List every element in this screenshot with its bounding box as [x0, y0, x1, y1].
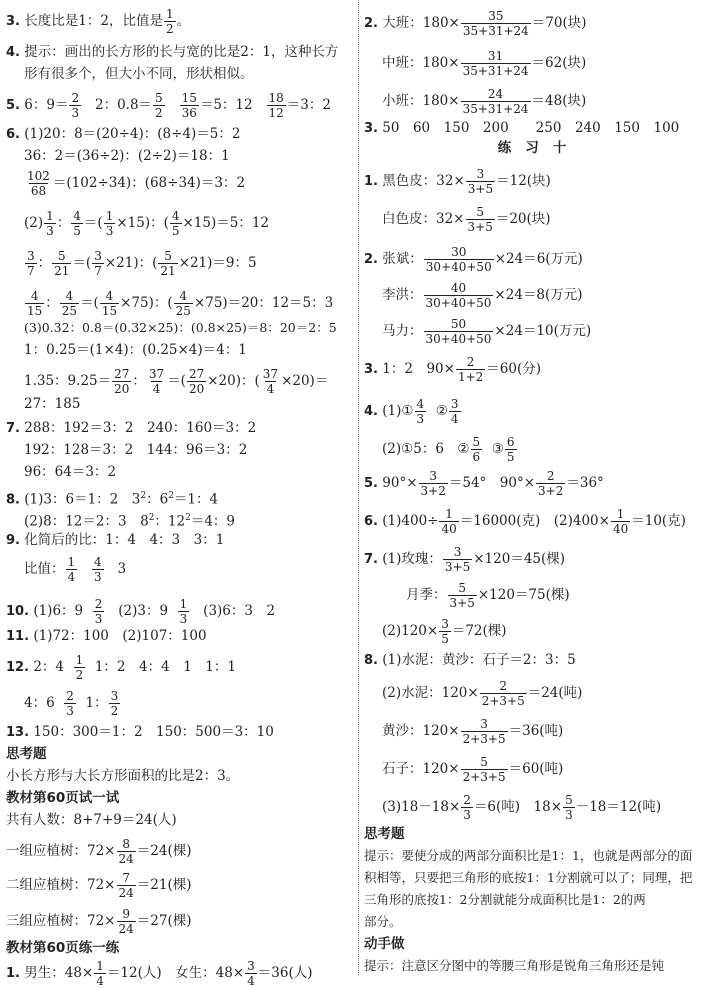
answer-9: 9. 化简后的比：1：4 4：3 3：1 [6, 532, 225, 548]
section-title-practice: 教材第60页练一练 [6, 940, 120, 956]
answer-12: 12. 2：4 $\frac{1}{2}$ 1：2 4：4 1 1：1 [6, 653, 236, 682]
answer-11: 11. (1)72：100 (2)107：100 [6, 628, 207, 644]
exercise-answer-2-li: 李洪： $\frac{40}{30+40+50}$ ×24＝8(万元) [382, 281, 583, 310]
answer-2-small: 小班：180× $\frac{24}{35+31+24}$ ＝48(块) [382, 87, 587, 116]
think-right-line2: 积相等，只要把三角形的底按1：1分割就可以了；同理，把 [364, 870, 693, 885]
section-title-exercise-10: 练习十 [497, 140, 581, 156]
answer-6-line3: $\frac{102}{68}$ ＝(102÷34)：(68÷34)＝3：2 [27, 169, 246, 198]
think-right-line4: 部分。 [364, 914, 402, 929]
exercise-answer-5: 5. 90°× $\frac{3}{3+2}$ ＝54° 90°× $\frac{2}{3+2}$ ＝36° [364, 469, 604, 498]
try-group-2: 二组应植树：72× $\frac{7}{24}$ ＝21(棵) [6, 871, 192, 900]
exercise-answer-7-rose: 月季： $\frac{5}{3+5}$ ×120＝75(棵) [406, 581, 570, 610]
think-right-line1: 提示：要使分成的两部分面积比是1：1，也就是两部分的面 [364, 848, 693, 863]
answer-3: 3. 长度比是1：2，比值是 $\frac{1}{2}$ 。 [6, 7, 191, 36]
think-right-line3: 三角形的底按1：2分割就能分成面积比是1：2的两 [364, 892, 646, 907]
practice-answer-1: 1. 男生：48× $\frac{1}{4}$ ＝12(人) 女生：48× $\frac{3}{4}$ ＝36(人) [6, 959, 313, 988]
right-column [364, 0, 714, 975]
answer-7: 7. 288：192＝3：2 240：160＝3：2 [6, 420, 257, 436]
answer-13: 13. 150：300＝1：2 150：500＝3：10 [6, 724, 274, 740]
column-divider [358, 0, 359, 975]
answer-6-line7: (3)0.32：0.8＝(0.32×25)：(0.8×25)＝8：20＝2：5 [24, 320, 337, 335]
answer-6-line1: 6. (1)20：8＝(20÷4)：(8÷4)＝5：2 [6, 126, 241, 142]
answer-6-line6: $\frac{4}{15}$ ： $\frac{4}{25}$ ＝( $\frac{4}{15}$ ×75)：( $\frac{4}{25}$ ×75)＝20：12＝5：3 [27, 289, 334, 318]
try-total: 共有人数：8+7+9＝24(人) [6, 812, 177, 828]
exercise-answer-8-sand: 黄沙：120× $\frac{3}{2+3+5}$ ＝36(吨) [382, 717, 564, 746]
answer-8-line2: (2)8：12＝2：3 $8^2$：$12^2=4$：9 [24, 513, 236, 530]
think-answer: 小长方形与大长方形面积的比是2：3。 [6, 768, 240, 784]
hands-on-line1: 提示：注意区分图中的等腰三角形是锐角三角形还是钝 [364, 958, 665, 973]
section-title-hands-on: 动手做 [364, 936, 405, 952]
exercise-answer-8-part3: (3)18－18× $\frac{2}{3}$ ＝6(吨) 18× $\frac{5}{3}$ －18＝12(吨) [382, 793, 662, 822]
exercise-answer-2: 2. 张斌： $\frac{30}{30+40+50}$ ×24＝6(万元) [364, 245, 583, 274]
exercise-answer-2-ma: 马力： $\frac{50}{30+40+50}$ ×24＝10(万元) [382, 317, 592, 346]
section-title-try: 教材第60页试一试 [6, 790, 120, 806]
answer-6-line2: 36：2＝(36÷2)：(2÷2)＝18：1 [24, 148, 230, 164]
exercise-answer-8-stone: 石子：120× $\frac{5}{2+3+5}$ ＝60(吨) [382, 755, 564, 784]
exercise-answer-1-white: 白色皮：32× $\frac{5}{3+5}$ ＝20(块) [382, 205, 551, 234]
answer-9-line2: 比值： $\frac{1}{4}$ $\frac{4}{3}$ 3 [24, 555, 127, 584]
exercise-answer-8: 8. (1)水泥：黄沙：石子＝2：3：5 [364, 652, 576, 668]
exercise-answer-8-cement: (2)水泥：120× $\frac{2}{2+3+5}$ ＝24(吨) [382, 679, 583, 708]
answer-6-line10: 27：185 [24, 396, 81, 412]
exercise-answer-4-line2: (2)①5：6 ② $\frac{5}{6}$ ③ $\frac{6}{5}$ [382, 435, 515, 464]
answer-6-line8: 1：0.25＝(1×4)：(0.25×4)＝4：1 [24, 342, 247, 358]
answer-10: 10. (1)6：9 $\frac{2}{3}$ (2)3：9 $\frac{1}{3}$ (3)6：3 2 [6, 597, 276, 626]
exercise-answer-6: 6. (1)400÷ $\frac{1}{40}$ ＝16000(克) (2)400× $\frac{1}{40}$ ＝10(克) [364, 507, 686, 536]
answer-6-line5: $\frac{3}{7}$ ： $\frac{5}{21}$ ＝( $\frac{3}{7}$ ×21)：( $\frac{5}{21}$ ×21)＝9：5 [27, 249, 257, 278]
answer-3-right: 3. 50 60 150 200 250 240 150 100 [364, 120, 680, 136]
answer-4-cont: 形有很多个，但大小不同，形状相似。 [24, 66, 254, 82]
exercise-answer-4: 4. (1)① $\frac{4}{3}$ ② $\frac{3}{4}$ [364, 397, 459, 426]
answer-6-line4: (2) $\frac{1}{3}$ ： $\frac{4}{5}$ ＝( $\frac{1}{3}$ ×15)：( $\frac{4}{5}$ ×15)＝5：12 [24, 209, 270, 238]
answer-8: 8. (1)3：6＝1：2 $3^2$：$6^2=1$：4 [6, 491, 219, 508]
exercise-answer-7-part2: (2)120× $\frac{3}{5}$ ＝72(棵) [382, 617, 507, 646]
try-group-1: 一组应植树：72× $\frac{8}{24}$ ＝24(棵) [6, 837, 192, 866]
answer-2-mid: 中班：180× $\frac{31}{35+31+24}$ ＝62(块) [382, 49, 587, 78]
answer-12-line2: 4：6 $\frac{2}{3}$ 1： $\frac{3}{2}$ [24, 689, 119, 718]
exercise-answer-3: 3. 1：2 90× $\frac{2}{1+2}$ ＝60(分) [364, 355, 541, 384]
try-group-3: 三组应植树：72× $\frac{9}{24}$ ＝27(棵) [6, 907, 192, 936]
fraction: $\frac{1}{2}$ [165, 7, 174, 36]
answer-7-line3: 96：64＝3：2 [24, 464, 117, 480]
section-title-think: 思考题 [6, 746, 47, 762]
answer-7-line2: 192：128＝3：2 144：96＝3：2 [24, 442, 248, 458]
answer-5: 5. 6：9＝ $\frac{2}{3}$ 2：0.8＝ $\frac{5}{2}$ $\frac{15}{36}$ ＝5：12 $\frac{18}{12}$ ＝3：2 [6, 91, 331, 120]
answer-2-big: 2. 大班：180× $\frac{35}{35+31+24}$ ＝70(块) [364, 9, 587, 38]
section-title-think-right: 思考题 [364, 826, 405, 842]
answer-6-line9: 1.35：9.25＝ $\frac{27}{20}$ ： $\frac{37}{4}$ ＝( $\frac{27}{20}$ ×20)：( $\frac{37}{4}$ ×20)＝ [24, 367, 329, 396]
exercise-answer-1: 1. 黑色皮：32× $\frac{3}{3+5}$ ＝12(块) [364, 167, 551, 196]
answer-4: 4. 提示：画出的长方形的长与宽的比是2：1，这种长方 [6, 44, 339, 60]
left-column [6, 0, 354, 988]
exercise-answer-7: 7. (1)玫瑰： $\frac{3}{3+5}$ ×120＝45(棵) [364, 545, 566, 574]
